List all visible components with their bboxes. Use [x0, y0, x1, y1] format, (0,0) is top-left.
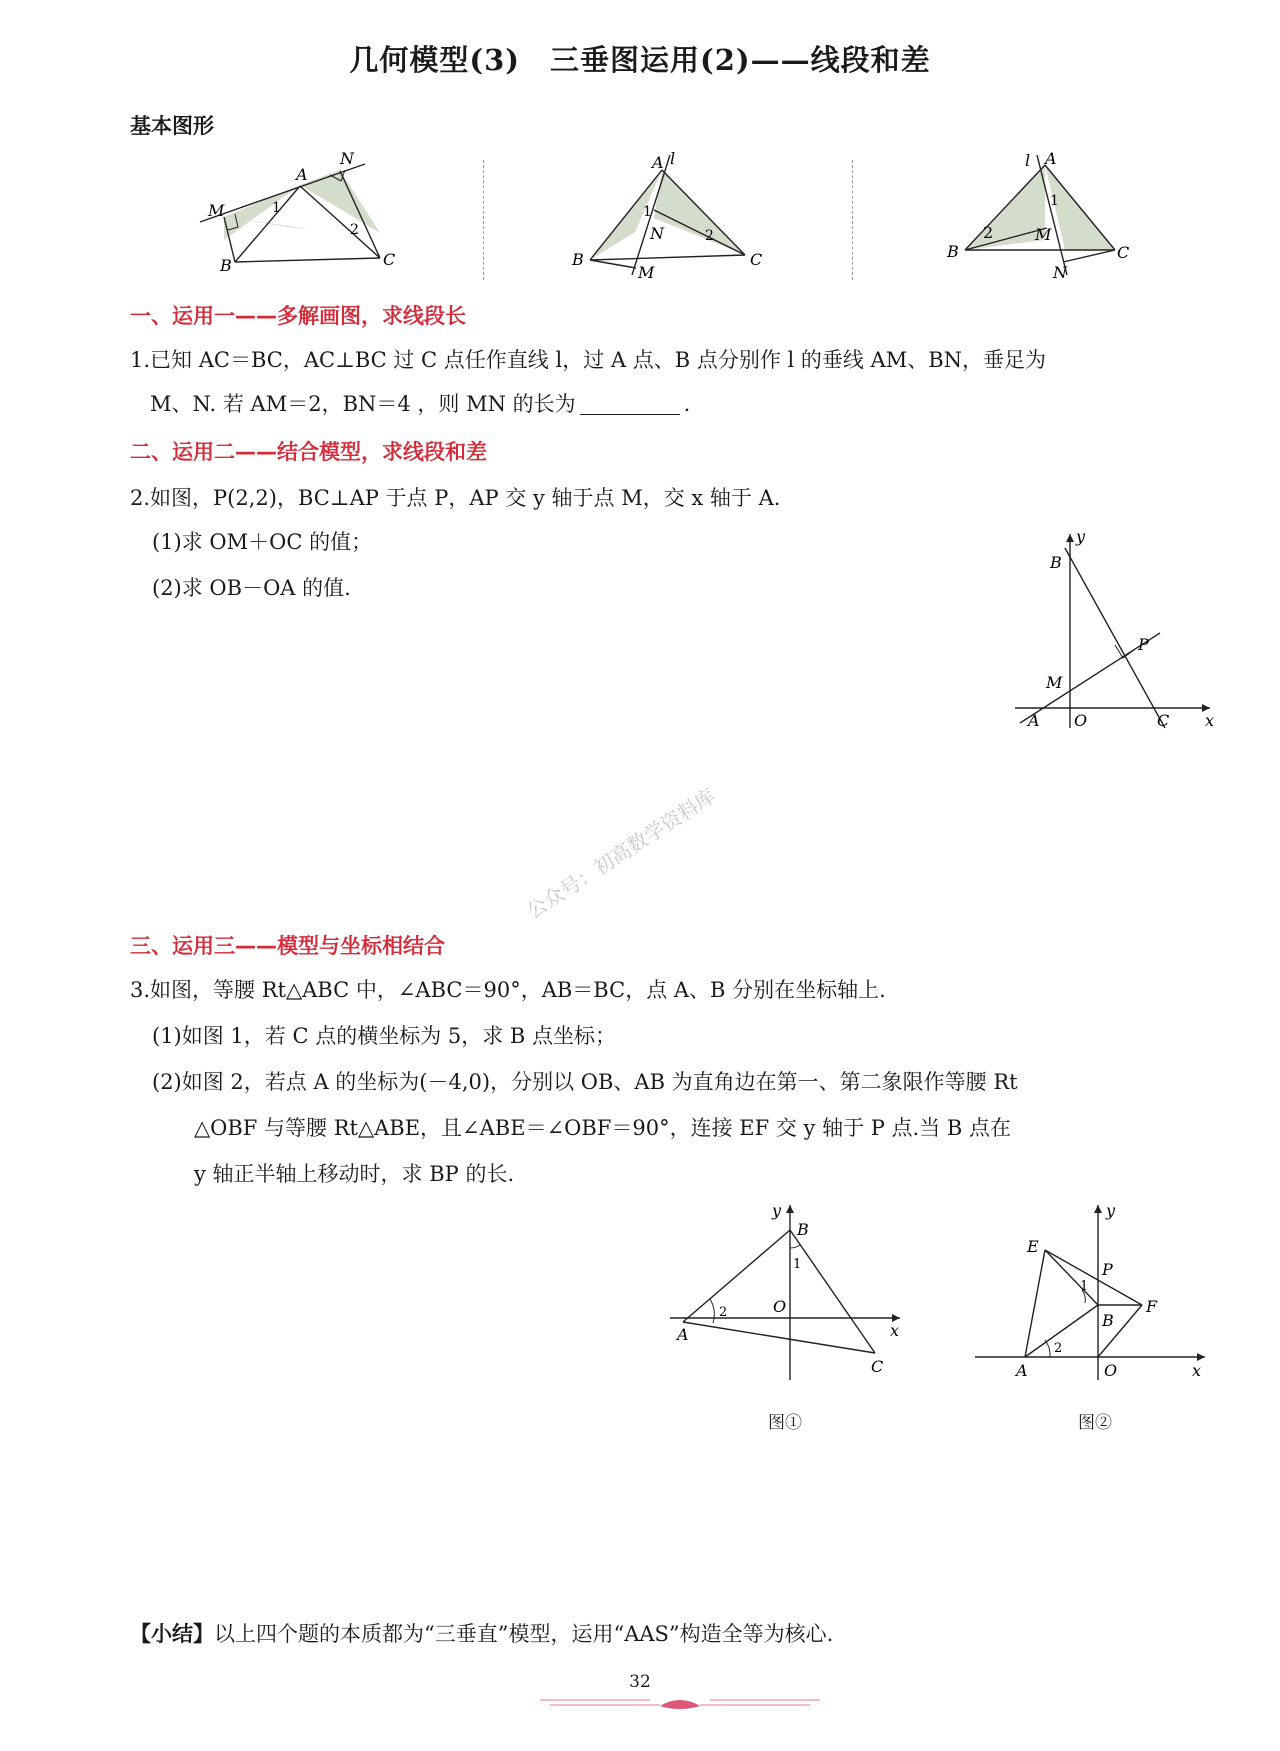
- label-A: A: [652, 153, 664, 172]
- angle-1-label: 1: [272, 200, 281, 216]
- angle-2-label: 2: [1054, 1341, 1063, 1356]
- label-B: B: [797, 1220, 809, 1239]
- label-E: E: [1027, 1237, 1039, 1256]
- label-B: B: [1050, 553, 1062, 572]
- label-M: M: [1035, 225, 1052, 244]
- label-C: C: [871, 1357, 884, 1376]
- problem-1-line-2: [150, 388, 690, 420]
- axis-x-label: x: [1192, 1361, 1202, 1380]
- label-C: C: [383, 250, 396, 269]
- label-B: B: [1102, 1311, 1114, 1330]
- basic-figure-2: [570, 150, 775, 280]
- page-title: 几何模型(3) 三垂图运用(2)——线段和差: [349, 43, 931, 77]
- divider: [483, 160, 484, 280]
- angle-2-label: 2: [983, 223, 994, 242]
- label-N: N: [340, 150, 354, 168]
- problem-3-question-2-line-2: △OBF 与等腰 Rt△ABE，且∠ABE＝∠OBF＝90°，连接 EF 交 y 轴于 P 点.当 B 点在: [194, 1116, 1012, 1140]
- basic-figure-3: [945, 150, 1145, 280]
- label-O: O: [1074, 711, 1088, 730]
- label-C: C: [1157, 711, 1170, 730]
- label-A: A: [296, 165, 308, 184]
- problem-3-question-1: (1)如图 1，若 C 点的横坐标为 5，求 B 点坐标；: [152, 1024, 617, 1048]
- problem-2-line-1: 2.如图，P(2,2)，BC⊥AP 于点 P，AP 交 y 轴于点 M，交 x 轴于 A.: [130, 486, 781, 510]
- problem-3-figure-2: [970, 1200, 1215, 1385]
- label-M: M: [638, 263, 655, 280]
- section-heading-1: 一、运用一——多解画图，求线段长: [130, 304, 466, 328]
- page-number: 32: [629, 1672, 651, 1692]
- axis-y-label: y: [772, 1201, 782, 1220]
- problem-2-figure: [1010, 528, 1225, 733]
- angle-1-label: 1: [643, 204, 652, 220]
- label-C: C: [1117, 243, 1130, 262]
- section-heading-3: 三、运用三——模型与坐标相结合: [130, 934, 445, 958]
- problem-2-question-1: (1)求 OM＋OC 的值；: [152, 530, 373, 554]
- label-l: l: [1025, 151, 1031, 170]
- problem-3-figure-1: [665, 1200, 910, 1385]
- axis-y-label: y: [1076, 528, 1086, 546]
- label-M: M: [208, 201, 225, 220]
- basic-figures-label: 基本图形: [130, 114, 214, 138]
- label-A: A: [1028, 711, 1040, 730]
- label-P: P: [1138, 635, 1149, 654]
- angle-1-label: 1: [1050, 193, 1059, 209]
- label-l: l: [670, 150, 676, 168]
- problem-3-question-2-line-1: (2)如图 2，若点 A 的坐标为(－4,0)，分别以 OB、AB 为直角边在第一、第二象限作等腰 Rt: [152, 1070, 1018, 1094]
- axis-x-label: x: [890, 1321, 900, 1340]
- basic-figure-1: [190, 150, 410, 275]
- label-C: C: [750, 250, 763, 269]
- problem-2-question-2: (2)求 OB－OA 的值.: [152, 576, 351, 600]
- figure-2-caption: 图②: [1078, 1413, 1112, 1433]
- axis-x-label: x: [1205, 711, 1215, 730]
- axis-y-label: y: [1106, 1201, 1116, 1220]
- angle-1-label: 1: [793, 1257, 802, 1272]
- label-N: N: [650, 224, 664, 243]
- label-O: O: [773, 1297, 787, 1316]
- label-B: B: [220, 256, 232, 275]
- label-F: F: [1146, 1297, 1158, 1316]
- label-A: A: [677, 1325, 689, 1344]
- label-M: M: [1046, 673, 1063, 692]
- label-A: A: [1016, 1361, 1028, 1380]
- answer-blank: [580, 392, 680, 415]
- watermark: 公众号：初高数学资料库: [522, 783, 720, 924]
- angle-2-label: 2: [705, 228, 714, 244]
- page-ornament: [530, 1692, 830, 1718]
- summary-text: 以上四个题的本质都为“三垂直”模型，运用“AAS”构造全等为核心.: [214, 1622, 834, 1646]
- summary-tag: 【小结】: [130, 1621, 214, 1646]
- problem-1-line-1: 1.已知 AC＝BC，AC⊥BC 过 C 点任作直线 l，过 A 点、B 点分别作 l 的垂线 AM、BN，垂足为: [130, 348, 1047, 372]
- problem-3-question-2-line-3: y 轴正半轴上移动时，求 BP 的长.: [194, 1162, 515, 1186]
- label-A: A: [1045, 150, 1057, 168]
- figure-1-caption: 图①: [768, 1413, 802, 1433]
- label-B: B: [947, 242, 959, 261]
- label-P: P: [1102, 1260, 1113, 1279]
- angle-1-label: 1: [1080, 1279, 1089, 1294]
- label-N: N: [1053, 263, 1067, 280]
- label-O: O: [1104, 1361, 1118, 1380]
- divider: [852, 160, 853, 280]
- problem-1-text: M、N. 若 AM＝2，BN＝4 ，则 MN 的长为: [150, 392, 576, 416]
- angle-2-label: 2: [719, 1305, 728, 1320]
- summary: [130, 1618, 833, 1648]
- label-B: B: [572, 250, 584, 269]
- problem-1-period: .: [683, 392, 691, 416]
- angle-2-label: 2: [350, 222, 359, 238]
- section-heading-2: 二、运用二——结合模型，求线段和差: [130, 440, 487, 464]
- problem-3-line-1: 3.如图，等腰 Rt△ABC 中，∠ABC＝90°，AB＝BC，点 A、B 分别在坐标轴上.: [130, 978, 886, 1002]
